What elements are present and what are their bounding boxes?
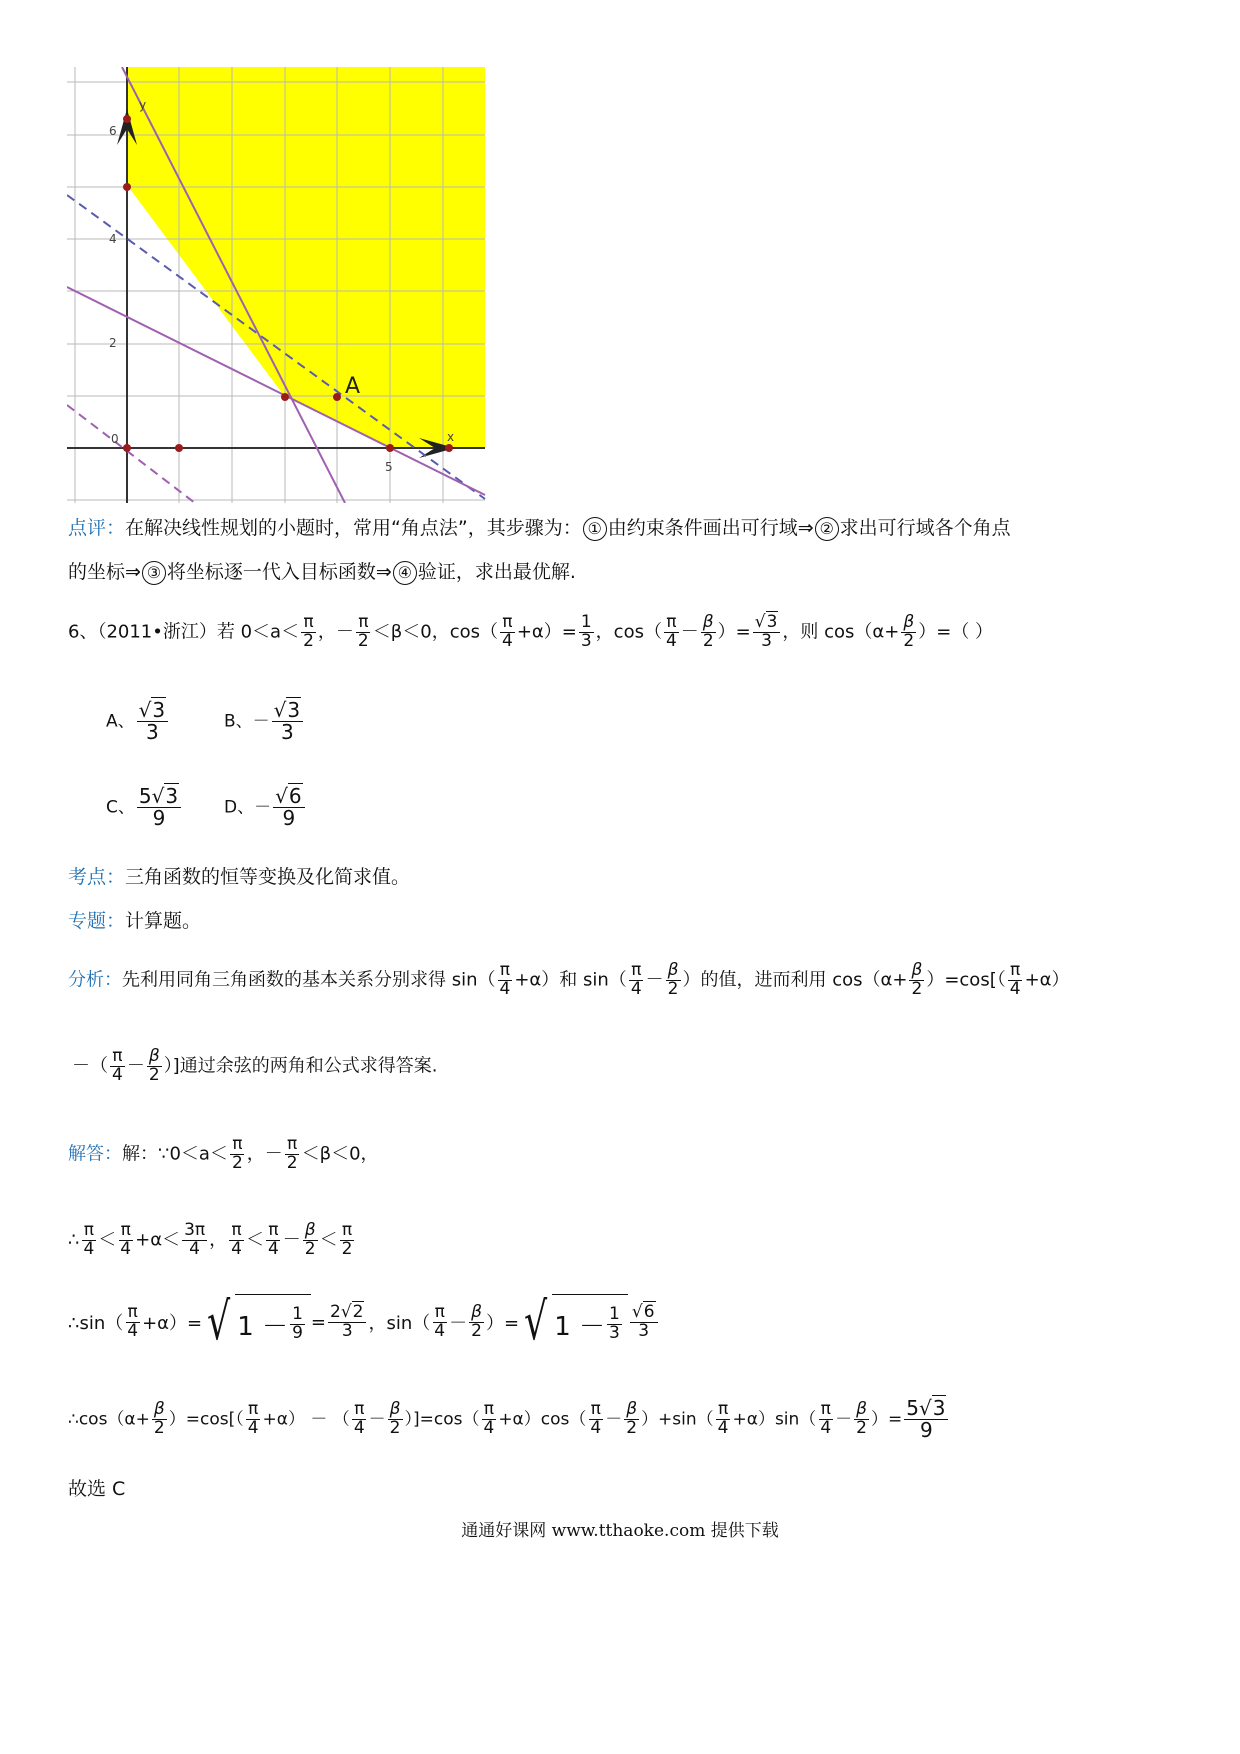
tick-label-origin: 0 bbox=[111, 432, 119, 446]
analysis-line-2: －（ $\frac{\pi}{4}$ － $\frac{\beta}{2}$ ）]通过余弦的两角和公式求得答案. bbox=[72, 1046, 438, 1085]
solution-line-2: ∴ $\frac{\pi}{4}$ ＜ $\frac{\pi}{4}$ +α＜ $\frac{3\pi}{4}$ ， $\frac{\pi}{4}$ ＜ $\frac{\pi}{4}$ － $\frac{\beta}{2}$ ＜ $\frac{\pi}{2}$ bbox=[68, 1220, 353, 1259]
point-a bbox=[333, 393, 341, 401]
solution-line-4: ∴cos（α+ $\frac{\beta}{2}$ ）=cos[（ $\frac{\pi}{4}$ +α） － （ $\frac{\pi}{4}$ － $\frac{\beta}{2}$ ）]=cos（ $\frac{\pi}{4}$ +α）cos（ $\frac{\pi}{4}$ － $\frac{\beta}{2}$ ）+sin（ $\frac{\pi}{4}$ +α）sin（ $\frac{\pi}{4}$ － $\frac{\beta}{2}$ ）= $\frac{5√3}{9}$ bbox=[68, 1398, 950, 1441]
point-x5 bbox=[386, 444, 394, 452]
x-axis-label: x bbox=[447, 430, 455, 444]
tick-label-y2: 2 bbox=[109, 336, 117, 350]
solution-line-3: ∴sin（ $\frac{\pi}{4}$ +α）= √ 1 － $\frac{1}{9}$ = $\frac{2√2}{3}$ ，sin（ $\frac{\pi}{4}$ － $\frac{\beta}{2}$ ）= √ 1 － $\frac{1}{3}$ $\frac{√6}{3}$ bbox=[68, 1294, 660, 1350]
point-a-label: A bbox=[345, 374, 361, 399]
point-vertex bbox=[281, 393, 289, 401]
feasible-region-graph bbox=[67, 67, 487, 503]
final-answer: 故选 C bbox=[68, 1478, 126, 1500]
tick-label-y6: 6 bbox=[109, 124, 117, 138]
comment-tag: 点评： bbox=[68, 517, 126, 539]
option-c[interactable]: C、 $\frac{5√3}{9}$ bbox=[106, 786, 183, 829]
option-b[interactable]: B、－ $\frac{√3}{3}$ bbox=[224, 700, 305, 743]
tick-label-x5: 5 bbox=[385, 460, 393, 474]
point-x1 bbox=[175, 444, 183, 452]
y-axis-label: y bbox=[139, 98, 147, 112]
feasible-region bbox=[127, 67, 485, 447]
comment-line-2: 的坐标⇒ ③ 将坐标逐一代入目标函数⇒ ④ 验证，求出最优解. bbox=[68, 561, 576, 583]
page-footer: 通通好课网 www.tthaoke.com 提供下载 bbox=[461, 1521, 779, 1541]
analysis-line-1: 分析：先利用同角三角函数的基本关系分别求得 sin（ $\frac{\pi}{4}$ +α）和 sin（ $\frac{\pi}{4}$ － $\frac{\beta}{2}$ ）的值，进而利用 cos（α+ $\frac{\beta}{2}$ ）=cos[（ $\frac{\pi}{4}$ +α） bbox=[68, 960, 1070, 999]
circled-1-icon: ① bbox=[583, 517, 607, 541]
point-origin bbox=[123, 444, 131, 452]
problem-statement: 6、（2011•浙江）若 0＜a＜ $\frac{\pi}{2}$ ，－ $\frac{\pi}{2}$ ＜β＜0，cos（ $\frac{\pi}{4}$ +α）= $\frac{1}{3}$ ，cos（ $\frac{\pi}{4}$ － $\frac{\beta}{2}$ ）= $\frac{√3}{3}$ ，则 cos（α+ $\frac{\beta}{2}$ ）=（ ） bbox=[68, 612, 994, 651]
zhuanti-line: 专题：计算题。 bbox=[68, 910, 202, 932]
point-y6 bbox=[123, 115, 131, 123]
point-y5 bbox=[123, 183, 131, 191]
dashed-line-lower bbox=[67, 405, 195, 503]
comment-line-1: 点评：在解决线性规划的小题时，常用“角点法”，其步骤为： ① 由约束条件画出可行域⇒ ② 求出可行域各个角点 bbox=[68, 517, 1011, 539]
solution-line-1: 解答：解：∵0＜a＜ $\frac{\pi}{2}$ ，－ $\frac{\pi}{2}$ ＜β＜0， bbox=[68, 1134, 379, 1173]
circled-4-icon: ④ bbox=[393, 561, 417, 585]
option-a[interactable]: A、 $\frac{√3}{3}$ bbox=[106, 700, 170, 743]
option-d[interactable]: D、－ $\frac{√6}{9}$ bbox=[224, 786, 307, 829]
circled-2-icon: ② bbox=[815, 517, 839, 541]
tick-label-y4: 4 bbox=[109, 232, 117, 246]
circled-3-icon: ③ bbox=[142, 561, 166, 585]
point-x6 bbox=[445, 444, 453, 452]
kaodian-line: 考点：三角函数的恒等变换及化简求值。 bbox=[68, 866, 411, 888]
